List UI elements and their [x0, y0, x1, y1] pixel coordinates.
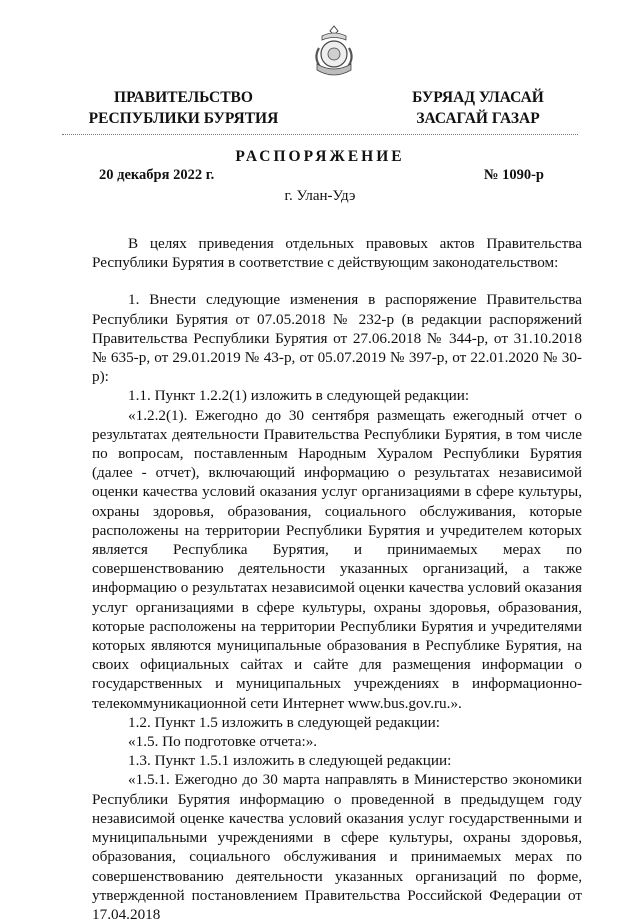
government-name-russian: [76, 87, 291, 129]
coat-of-arms-icon: [309, 24, 359, 80]
government-name-buryat-line-2: ЗАСАГАЙ ГАЗАР: [416, 110, 540, 127]
document-city: г. Улан-Удэ: [284, 188, 356, 204]
government-name-line-1: ПРАВИТЕЛЬСТВО: [114, 89, 253, 106]
document-body: [92, 234, 582, 924]
paragraph-item-1: 1. Внести следующие изменения в распоряжение Правительства Республики Бурятия от 07.05.2018 № 232-р (в редакции распоряжений Правительства Республики Бурятия от 27.06.2018 № 344-р, от 31.10.2018 № 635-р, от 29.01.2019 № 43-р, от 05.07.2019 № 397-р, от 22.01.2020 № 30-р):: [92, 291, 582, 386]
paragraph-item-1-1: 1.1. Пункт 1.2.2(1) изложить в следующей редакции:: [128, 387, 470, 405]
paragraph-quote-1-5-1: «1.5.1. Ежегодно до 30 марта направлять в Министерство экономики Республики Бурятия информацию о проведенной в предыдущем году независимой оценке качества условий оказания услуг государственными и муниципальными учреждениями в сфере культуры, охраны здоровья, образования, социального обслуживания и принимаемых мерах по совершенствованию деятельности указанных организаций по форме, утвержденной постановлением Правительства Российской Федерации от 17.04.2018: [92, 771, 582, 923]
document-number: № 1090-р: [483, 167, 544, 183]
paragraph-item-1-2: 1.2. Пункт 1.5 изложить в следующей редакции:: [128, 713, 441, 731]
document-type-title: РАСПОРЯЖЕНИЕ: [235, 148, 405, 165]
paragraph-quote-1-2-2-1: «1.2.2(1). Ежегодно до 30 сентября размещать ежегодный отчет о результатах деятельности Правительства Республики Бурятия, в том числе по вопросам, поставленным Народным Хуралом Республики Бурятия (далее - отчет), включающий информацию о результатах независимой оценки качества условий оказания услуг организациями в сфере культуры, охраны здоровья, образования, социального обслуживания, которые расположены на территории Республики Бурятия и учредителем которых является Республика Бурятия, и принимаемых мерах по совершенствованию деятельности указанных организаций, а также информацию о результатах независимой оценки качества условий оказания услуг организациями в сфере культуры, охраны здоровья, образования, которые расположены на территории Республики Бурятия и учредителями которых являются муниципальные образования в Республике Бурятия, на своих официальных сайтах и сайте для размещения информации о государственных и муниципальных учреждениях в информационно-телекоммуникационной сети Интернет www.bus.gov.ru.».: [92, 406, 582, 712]
paragraph-quote-1-5: «1.5. По подготовке отчета:».: [128, 733, 318, 751]
government-name-buryat: [398, 87, 558, 129]
paragraph-item-1-3: 1.3. Пункт 1.5.1 изложить в следующей редакции:: [128, 752, 452, 770]
paragraph-preamble: В целях приведения отдельных правовых актов Правительства Республики Бурятия в соответствие с действующим законодательством:: [92, 235, 582, 272]
document-date: 20 декабря 2022 г.: [99, 167, 215, 183]
government-name-line-2: РЕСПУБЛИКИ БУРЯТИЯ: [88, 110, 279, 127]
header-divider: [62, 134, 578, 135]
government-name-buryat-line-1: БУРЯАД УЛАСАЙ: [412, 89, 544, 106]
